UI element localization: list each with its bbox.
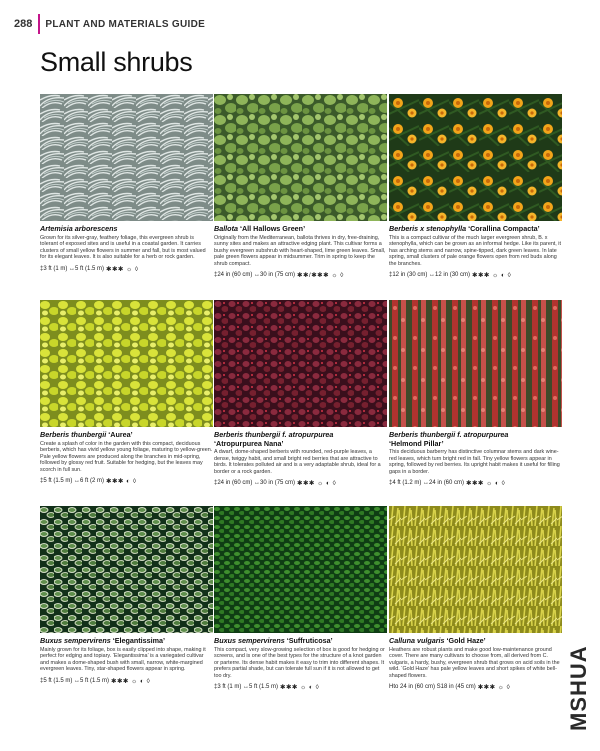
- hardiness-icons: ✱✱✱ ◐ ◊: [106, 478, 137, 486]
- plant-card: [214, 506, 387, 691]
- plant-specs: Hto 24 in (60 cm) S18 in (45 cm) ✱✱✱ ☼ ◊: [389, 684, 511, 692]
- plant-description: This deciduous barberry has distinctive columnar stems and dark wine-red leaves, which turn bright red in fall. Tiny yellow flowers appear in spring, followed by red berries. Its upright habit makes it useful for filling gaps in a border.: [389, 449, 560, 475]
- hardiness-icons: ✱✱✱ ☼ ◐ ◊: [297, 480, 337, 488]
- plant-photo: [40, 300, 213, 427]
- plant-card: [214, 94, 387, 279]
- hardiness-icons: ✱✱✱ ☼ ◐ ◊: [472, 272, 512, 280]
- plant-name: Calluna vulgaris ‘Gold Haze’: [389, 636, 486, 645]
- header-divider: [38, 14, 40, 34]
- plant-specs: ‡24 in (60 cm) ↔30 in (75 cm) ✱✱/✱✱✱ ☼ ◊: [214, 272, 344, 280]
- plant-name: Ballota ‘All Hallows Green’: [214, 224, 306, 233]
- page-header: [14, 17, 205, 31]
- plant-description: This compact, very slow-growing selection of box is good for hedging or screens, and is one of the best types for the structure of a knot garden or parterre. Its dense habit makes it easy to trim into different shapes. It prefers partial shade, but can tolerate full sun if it is not allowed to get too dry.: [214, 646, 385, 679]
- plant-name: Berberis x stenophylla ‘Corallina Compacta’: [389, 224, 540, 233]
- plant-description: This is a compact cultivar of the much larger evergreen shrub, B. x stenophylla, which can be grown as an informal hedge. Like its parent, it has arching stems and narrow, spine-tipped, dark green leaves. In late spring, small clusters of pale orange flowers open from red buds along the branches.: [389, 234, 562, 267]
- plant-specs: ‡5 ft (1.5 m) ↔6 ft (2 m) ✱✱✱ ◐ ◊: [40, 478, 137, 486]
- plant-specs: ‡3 ft (1 m) ↔5 ft (1.5 m) ✱✱✱ ☼ ◊: [40, 265, 139, 273]
- hardiness-icons: ✱✱✱ ☼ ◐ ◊: [466, 480, 506, 488]
- plant-photo: [40, 94, 213, 221]
- plant-card: [389, 300, 562, 487]
- plant-description: Grown for its silver-gray, feathery foliage, this evergreen shrub is tolerant of exposed sites and is useful in a coastal garden. It carries clusters of small yellow flowers in summer and fall, but is most valued for its elegant leaves. It is also suitable for a herb or rock garden.: [40, 234, 206, 261]
- watermark-text: MSHUA: [566, 645, 591, 731]
- plant-card: [40, 94, 213, 273]
- hardiness-icons: ✱✱/✱✱✱ ☼ ◊: [297, 272, 344, 280]
- plant-specs: ‡24 in (60 cm) ↔30 in (75 cm) ✱✱✱ ☼ ◐ ◊: [214, 480, 337, 488]
- plant-specs: ‡4 ft (1.2 m) ↔24 in (60 cm) ✱✱✱ ☼ ◐ ◊: [389, 480, 506, 488]
- plant-photo: [389, 94, 562, 221]
- plant-photo: [214, 506, 387, 633]
- plant-card: [389, 94, 562, 279]
- hardiness-icons: ✱✱✱ ☼ ◐ ◊: [280, 684, 320, 692]
- plant-card: [389, 506, 562, 691]
- plant-card: [40, 506, 213, 685]
- page-number: 288: [14, 18, 33, 30]
- plant-name: Buxus sempervirens ‘Elegantissima’: [40, 636, 166, 645]
- plant-photo: [40, 506, 213, 633]
- page-title: Small shrubs: [40, 47, 193, 77]
- plant-name: Berberis thunbergii f. atropurpurea ‘Helmond Pillar’: [389, 430, 509, 448]
- plant-description: Mainly grown for its foliage, box is easily clipped into shape, making it perfect for edging and topiary. ‘Elegantissima’ is a variegated cultivar and makes a dome-shaped bush with small, narrow, white-margined evergreen leaves. Tiny, star-shaped flowers appear in spring.: [40, 646, 206, 673]
- hardiness-icons: ✱✱✱ ☼ ◐ ◊: [111, 677, 151, 685]
- plant-name: Artemisia arborescens: [40, 224, 118, 233]
- plant-name: Berberis thunbergii ‘Aurea’: [40, 430, 133, 439]
- hardiness-icons: ✱✱✱ ☼ ◊: [477, 684, 511, 692]
- plant-specs: ‡3 ft (1 m) ↔5 ft (1.5 m) ✱✱✱ ☼ ◐ ◊: [214, 684, 320, 692]
- plant-photo: [214, 94, 387, 221]
- plant-description: Create a splash of color in the garden with this compact, deciduous berberis, which has vivid yellow young foliage, maturing to yellow-green. Pale yellow flowers are produced along the branches in mid-spring, followed by glossy red fruit. Suitable for hedging, but the leaves may scorch in full sun.: [40, 440, 213, 473]
- plant-name: Berberis thunbergii f. atropurpurea ‘Atropurpurea Nana’: [214, 430, 334, 448]
- plant-name: Buxus sempervirens ‘Suffruticosa’: [214, 636, 333, 645]
- plant-specs: ‡5 ft (1.5 m) ↔5 ft (1.5 m) ✱✱✱ ☼ ◐ ◊: [40, 677, 151, 685]
- hardiness-icons: ✱✱✱ ☼ ◊: [106, 265, 139, 273]
- section-title: PLANT AND MATERIALS GUIDE: [45, 18, 206, 30]
- plant-description: A dwarf, dome-shaped berberis with rounded, red-purple leaves, a dense, twiggy habit, and small bright red berries that are attractive to birds. It tolerates polluted air and is a very adaptable shrub, ideal for a border or a rock garden.: [214, 449, 381, 475]
- plant-description: Heathers are robust plants and make good low-maintenance ground cover. There are many cultivars to choose from, all derived from C. vulgaris, a hardy, bushy, evergreen shrub that grows on acid soils in the wild. ‘Gold Haze’ has pale yellow leaves and short spikes of white bell-shaped flowers.: [389, 646, 560, 679]
- plant-photo: [389, 506, 562, 633]
- plant-specs: ‡12 in (30 cm) ↔12 in (30 cm) ✱✱✱ ☼ ◐ ◊: [389, 272, 512, 280]
- plant-photo: [214, 300, 387, 427]
- plant-photo: [389, 300, 562, 427]
- plant-card: [214, 300, 387, 487]
- plant-card: [40, 300, 213, 485]
- plant-description: Originally from the Mediterranean, ballota thrives in dry, free-draining, sunny sites and makes an attractive edging plant. This cultivar forms a bushy evergreen subshrub with heart-shaped, lime green leaves. Small, pale green flowers appear in midsummer. Trim in spring to keep the shrub compact.: [214, 234, 386, 267]
